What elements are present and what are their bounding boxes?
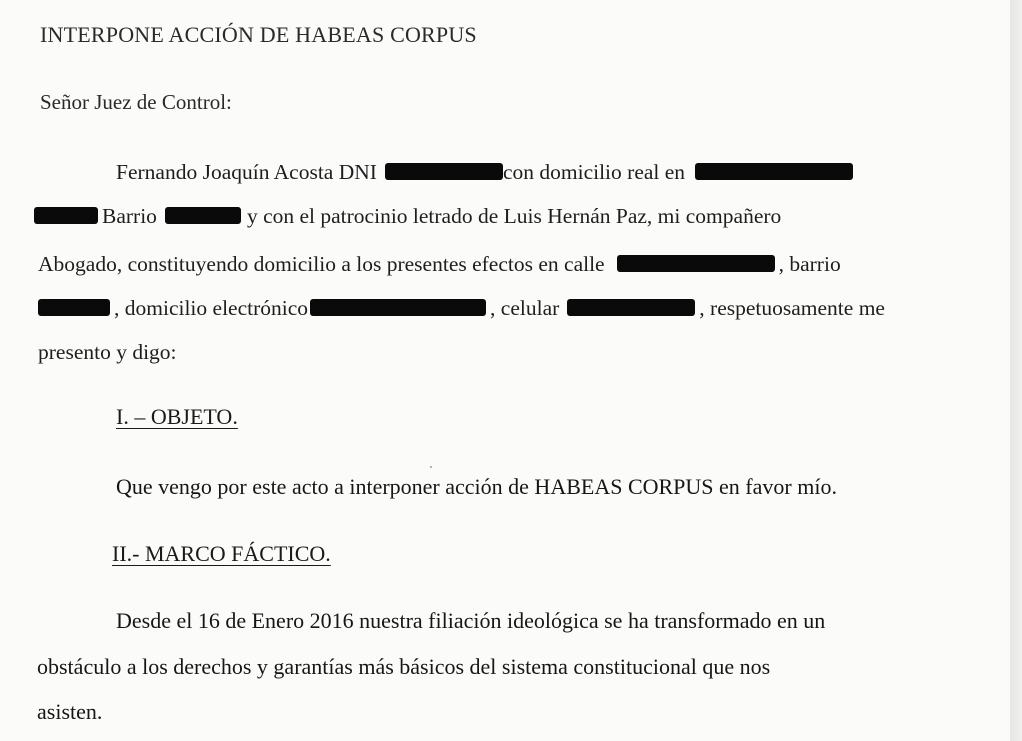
section1-text: Que vengo por este acto a interponer acción de HABEAS CORPUS en favor mío. (116, 474, 837, 499)
phone-label: , celular (490, 296, 560, 320)
email-label: , domicilio electrónico (114, 296, 309, 320)
document-title: INTERPONE ACCIÓN DE HABEAS CORPUS (40, 22, 477, 47)
section2-line3: asisten. (37, 699, 103, 724)
scan-speck (430, 466, 432, 468)
constituted-address-text: Abogado, constituyendo domicilio a los presentes efectos en calle (38, 252, 605, 276)
section-heading-marco-factico: II.- MARCO FÁCTICO. (112, 541, 331, 566)
paragraph1-line2 (34, 204, 781, 229)
paragraph1-line1 (116, 160, 853, 185)
section-heading-objeto: I. – OBJETO. (116, 404, 238, 429)
barrio-label: Barrio (102, 204, 157, 228)
redacted-address-continued (34, 207, 98, 224)
section2-line2: obstáculo a los derechos y garantías más básicos del sistema constitucional que nos (37, 654, 771, 679)
patrocinio-text: y con el patrocinio letrado de Luis Hernán Paz, mi compañero (246, 204, 782, 228)
petitioner-text: Fernando Joaquín Acosta DNI (116, 160, 377, 184)
redacted-email (310, 299, 486, 316)
redacted-barrio-2 (38, 299, 110, 316)
redacted-phone (567, 299, 695, 316)
paragraph1-line4 (38, 296, 885, 321)
page-edge-shadow (1010, 0, 1022, 741)
redacted-dni (385, 163, 503, 180)
redacted-street (617, 255, 775, 272)
respectfully-text: , respetuosamente me (699, 296, 885, 320)
redacted-address (695, 163, 853, 180)
redacted-barrio (165, 207, 241, 224)
section2-line1: Desde el 16 de Enero 2016 nuestra filiación ideológica se ha transformado en un (116, 608, 826, 633)
salutation: Señor Juez de Control: (40, 90, 232, 114)
paragraph1-line5: presento y digo: (38, 340, 177, 364)
paragraph1-line3 (38, 252, 841, 277)
address-text: con domicilio real en (502, 160, 686, 184)
barrio-label-2: , barrio (778, 252, 841, 276)
